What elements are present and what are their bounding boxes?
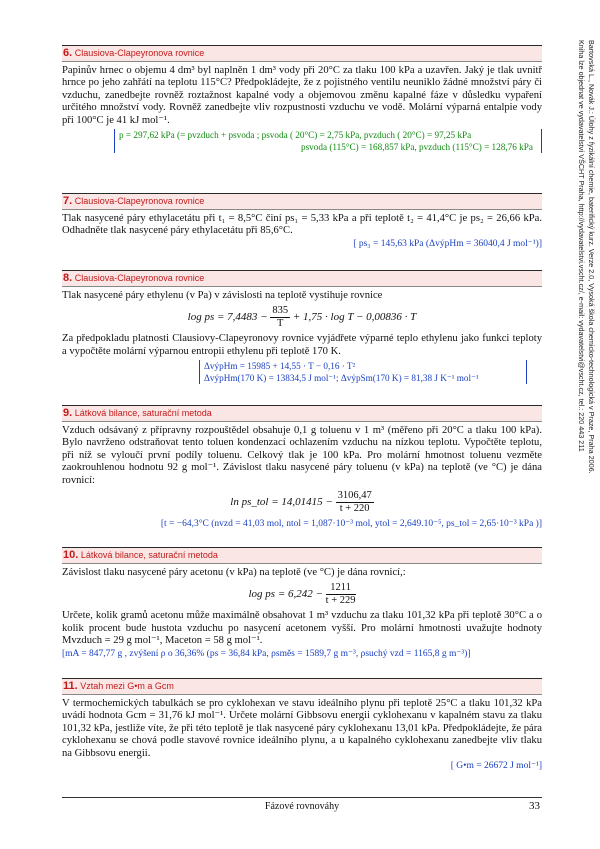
problem-title: Vztah mezi G•m a Gcm <box>80 681 174 691</box>
fraction-numerator: 835 <box>272 305 289 317</box>
answer-line: ΔvýpHm = 15985 + 14,55 · T − 0,16 · T² <box>204 361 356 372</box>
page-footer <box>62 797 542 814</box>
side-citation-line1: Bartovská L., Novák J.: Úlohy z fyzikální chemie, baterifický kurz. Verze 2.0, Vysoká škola chemicko-technologická v Praze, Praha 2006. <box>587 40 596 474</box>
problem-header <box>62 45 542 62</box>
fraction-numerator: 1211 <box>326 582 356 595</box>
problem-text: Tlak nasycené páry ethylacetátu při t₁ = 8,5°C činí ps₁ = 5,33 kPa a při teplotě t₂ = 41,4°C je ps₂ = 26,66 kPa. Odhadněte tlak nasycené páry ethylacetátu při 85,6°C. <box>62 213 542 237</box>
problem-text: Závislost tlaku nasycené páry acetonu (v kPa) na teplotě (ve °C) je dána rovnicí,: <box>62 567 406 578</box>
problem-number: 10. <box>63 549 79 561</box>
problem-text: Určete, kolik gramů acetonu může maximálně obsahovat 1 m³ vzduchu za tlaku 101,32 kPa při teplotě 30°C a o kolik procent bude hustota vzduchu po nasycení acetonem vyšší. Pro molární hmotnosti uvažujte hodnoty Mvzduch = 29 g mol⁻¹, Maceton = 58 g mol⁻¹. <box>62 610 542 647</box>
answer-line: [ G•m = 26672 J mol⁻¹] <box>450 761 542 772</box>
equation-left: log ps = 7,4483 − <box>187 311 268 324</box>
footer-title: Fázové rovnováhy <box>264 801 340 812</box>
answer-line: psvoda (115°C) = 168,857 kPa, pvzduch (115°C) = 128,76 kPa <box>301 142 533 153</box>
problem-header <box>62 678 542 695</box>
problem-7 <box>62 193 542 250</box>
problem-9 <box>62 405 542 530</box>
problem-header <box>62 547 542 564</box>
equation-left: log ps = 6,242 − <box>248 588 323 601</box>
equation-fraction <box>336 490 374 515</box>
fraction-numerator: 3106,47 <box>337 490 372 502</box>
answer-line: [t = −64,3°C (nvzd = 41,03 mol, ntol = 1,087·10⁻³ mol, ytol = 2,649.10⁻⁵, ps_tol = 2,65·10⁻³ kPa )] <box>160 519 542 530</box>
problem-8 <box>62 270 542 384</box>
problem-6 <box>62 45 542 153</box>
problem-header <box>62 270 542 287</box>
problem-header <box>62 193 542 210</box>
problem-title: Látková bilance, saturační metoda <box>80 550 218 560</box>
answer-line: p = 297,62 kPa (= pvzduch + psvoda ; psvoda ( 20°C) = 2,75 kPa, pvzduch ( 20°C) = 97,25 kPa <box>119 130 472 141</box>
problem-header <box>62 405 542 422</box>
side-citation-line2: Kniha lze objednat ve vydavatelství VŠCHT Praha, http://vydavatelstvi.vscht.cz/, e-mail: vydavatelstvi@vscht.cz, tel.: 220 443 211 <box>577 40 586 452</box>
problem-text: Tlak nasycené páry ethylenu (v Pa) v závislosti na teplotě vystihuje rovnice <box>62 290 383 301</box>
page-number: 33 <box>529 800 540 812</box>
problem-text: V termochemických tabulkách se pro cyklohexan ve stavu ideálního plynu při teplotě 25°C a tlaku 101,32 kPa uvádí hodnota Gcm = 31,76 kJ mol⁻¹. Určete molární Gibbsovu energii cyklohexanu v kapalném stavu za tlaku 101,32 kPa, jestliže víte, že při této teplotě je tlak nasycené páry cyklohexanu 13,01 kPa. Předpokládejte, že pára cyklohexanu se chová podle stavové rovnice ideálního plynu, a u kapalného cyklohexanu zanedbejte vliv tlaku na Gibbsovu energii. <box>62 698 542 759</box>
answer-box <box>114 129 542 153</box>
equation-left: ln ps_tol = 14,01415 − <box>230 496 333 509</box>
problem-title: Látková bilance, saturační metoda <box>74 408 212 418</box>
problem-text: Papinův hrnec o objemu 4 dm³ byl naplněn 1 dm³ vody při 20°C za tlaku 100 kPa a uzavřen. Jaký je tlak uvnitř hrnce po jeho zahřátí na teplotu 115°C? Předpokládejte, že z pojistného ventilu neuniklo žádné množství páry či vzduchu, zanedbejte rovněž roztažnost kapalné vody a objemovou změnu kapalné fáze v důsledku vypaření určitého množství vody. Rovněž zanedbejte vliv rozpustnosti vzduchu ve vodě. Molární výparná entalpie vody při 100°C je 41 kJ mol⁻¹. <box>62 65 542 126</box>
equation-right: + 1,75 · log T − 0,00836 · T <box>292 311 417 324</box>
equation-fraction <box>326 582 356 607</box>
side-citation <box>568 40 596 800</box>
answer-line: [ ps₃ = 145,63 kPa (ΔvýpHm = 36040,4 J mol⁻¹)] <box>353 238 542 249</box>
problem-title: Clausiova-Clapeyronova rovnice <box>74 273 205 283</box>
equation-fraction <box>270 305 290 330</box>
problem-number: 11. <box>63 680 78 692</box>
problem-11 <box>62 678 542 772</box>
fraction-denominator: t + 220 <box>339 503 370 515</box>
answer-box <box>199 360 527 384</box>
problem-10 <box>62 547 542 660</box>
problem-number: 6. <box>63 47 73 59</box>
fraction-denominator: T <box>277 318 284 330</box>
problem-title: Clausiova-Clapeyronova rovnice <box>74 48 205 58</box>
problem-text: Vzduch odsávaný z přípravny rozpouštědel obsahuje 0,1 g toluenu v 1 m³ (měřeno při 20°C a tlaku 100 kPa). Bylo navrženo odstraňovat tento toluen kondenzací ochlazením vzduchu na nízkou teplotu. Vypočtěte teplotu, při níž se vyloučí první podíly toluenu. Celkový tlak je 100 kPa. Pro molární hmotnost toluenu vezměte zaokrouhlenou hodnotu 92 g mol⁻¹. Závislost tlaku nasycené páry toluenu (v kPa) na teplotě (ve °C) je dána rovnicí: <box>62 425 542 486</box>
equation <box>62 305 542 330</box>
answer-line: [mA = 847,77 g , zvýšení ρ o 36,36% (ps = 36,84 kPa, ρsměs = 1589,7 g m⁻³, ρsuchý vzd = 1165,8 g m⁻³)] <box>62 648 471 659</box>
problem-number: 7. <box>63 195 73 207</box>
equation <box>62 582 542 607</box>
fraction-denominator: t + 229 <box>325 595 356 607</box>
answer-line: ΔvýpHm(170 K) = 13834,5 J mol⁻¹; ΔvýpSm(170 K) = 81,38 J K⁻¹ mol⁻¹ <box>204 373 479 384</box>
problem-number: 8. <box>63 272 73 284</box>
problem-title: Clausiova-Clapeyronova rovnice <box>74 196 205 206</box>
problem-text: Za předpokladu platnosti Clausiovy-Clapeyronovy rovnice vyjádřete výparné teplo ethylenu jako funkci teploty a vypočtěte molární výparnou entropii ethylenu při teplotě 170 K. <box>62 333 542 357</box>
problem-number: 9. <box>63 407 73 419</box>
equation <box>62 490 542 515</box>
